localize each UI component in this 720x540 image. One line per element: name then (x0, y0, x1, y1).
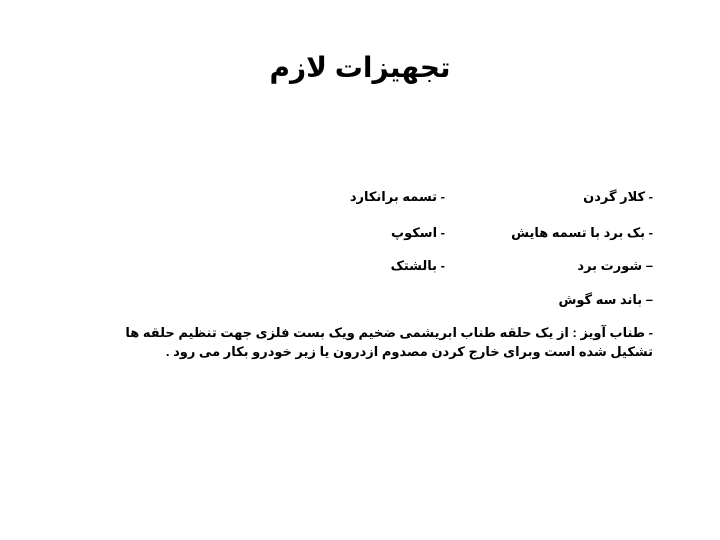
hanging-rope-description: - طناب آویز : از یک حلقه طناب ابریشمی ضخیم ویک بست فلزی جهت تنظیم حلقه ها تشکیل شده است وبرای خارج کردن مصدوم ازدرون یا زیر خودرو بکار می رود . (125, 325, 653, 359)
list-item-short-board: – شورت برد (577, 258, 653, 273)
slide-title: تجهیزات لازم (269, 52, 451, 83)
list-item-stretcher-strap: - تسمه برانکارد (349, 189, 445, 204)
list-item-scoop: - اسکوپ (391, 225, 445, 240)
list-item-pillow: - بالشتک (390, 258, 445, 273)
list-item-triangular-bandage: – باند سه گوش (558, 292, 653, 307)
list-item-neck-collar: - کلار گردن (583, 189, 653, 204)
list-item-backboard-with-straps: - بک برد با تسمه هایش (511, 225, 653, 240)
